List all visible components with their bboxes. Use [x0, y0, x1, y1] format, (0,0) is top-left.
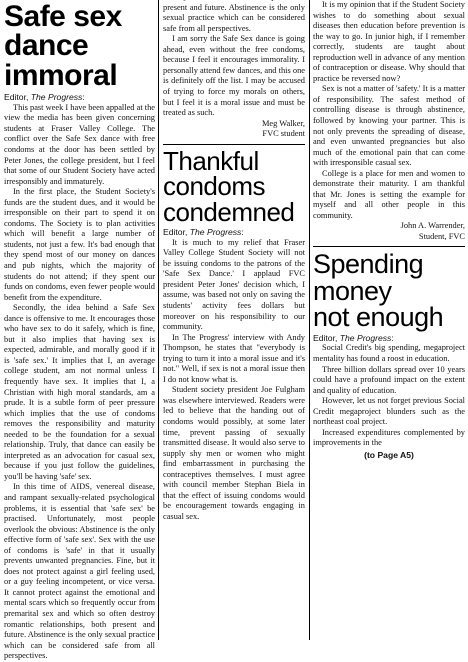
column-2 [163, 0, 305, 638]
headline-line: immoral [4, 58, 118, 92]
letter-intro: Editor, The Progress: [313, 332, 394, 343]
paragraph: In the first place, the Student Society's funds are the student dues, and it would be irresponsible on their part to spend it on condoms. The Society is to plan activities which will benefit a large number of students, not just a few. It's bad enough that they spend most of our money on dances and pub nights, which the majority of students do not attend; if they spent our funds on condoms, even fewer people would benefit from the expenditure. [4, 187, 155, 302]
paragraph: Sex is not a matter of 'safety.' It is a matter of responsibility. The safest method of controlling disease is through abstinence, followed by knowing your partner. This is not only prevents the spreading of disease, and even unwanted pregnancies but also much of the emotional pain that can come with irresponsible casual sex. [313, 84, 465, 168]
letter-intro: Editor, The Progress: [163, 227, 244, 238]
letter-body [313, 343, 465, 448]
signature-title: Student, FVC [418, 231, 465, 241]
paragraph: This past week I have been appalled at the view the media has been given concerning students at Fraser Valley College. The conflict over the Safe Sex dance with free condoms at the door has been settled by Peter Jones, the college president, but I feel that some of our Student Society have acted irresponsibly and immaturely. [4, 102, 155, 186]
paragraph: Three billion dollars spread over 10 years could have a profound impact on the extent and quality of education. [313, 364, 465, 395]
column-rule [158, 0, 159, 640]
letter-body [163, 238, 305, 523]
headline-line: Thankful [163, 145, 259, 176]
publication-name: The Progress [189, 227, 242, 238]
paragraph: I am sorry the Safe Sex dance is going ahead, even without the free condoms, because I feel it encourages immorality. I personally attend few dances, and this one is definitely off the list. I may be accused of trying to force my morals on others, but I feel it is a moral issue and must be treated as such. [163, 34, 305, 118]
paragraph: In this time of AIDS, venereal disease, and rampant sexually-related psychological problems, it is essential that 'safe sex' be practised. Unfortunately, most people overlook the obvious: Abstinence is the only effective form of 'safe sex'. Sex with the use of condoms is 'safe' in that it usually prevents unwanted pregnancies. Fine, but it does not protect against a girl feeling used, or a guy feeling incompetent, or vice versa. It cannot protect against the emotional and mental scars which so frequently occur from premarital sex and which so often destroy romantic relationships, both present and future. Abstinence is the only sexual practice which can be considered safe from all perspectives. [4, 482, 155, 661]
letter-body [4, 103, 155, 662]
column-3 [313, 0, 465, 638]
headline-thankful-condoms-condemned [163, 145, 305, 227]
headline-line: condoms [163, 171, 265, 202]
headline-safe-sex-dance-immoral [4, 2, 155, 90]
paragraph: Social Credit's big spending, megaproject mentality has found a roost in education. [313, 343, 465, 363]
continued-on-page-link[interactable]: (to Page A5) [364, 449, 414, 460]
paragraph: In The Progress' interview with Andy Thompson, he states that "everybody is trying to turn it into a moral issue and it's not." Well, if sex is not a moral issue then I do not know what is. [163, 332, 305, 384]
headline-line: not enough [313, 302, 444, 333]
paragraph: It is my opinion that if the Student Society wishes to do something about sexual diseases then education before prevention is the way to go. In junior high, if I remember correctly, students are taught about reproduction well in advance of any mention of contraception or disease. Why should that practice be reversed now? [313, 0, 465, 83]
headline-line: dance [4, 29, 89, 63]
column-rule [309, 0, 310, 640]
letter-intro: Editor, The Progress: [4, 92, 85, 103]
headline-line: condemned [163, 196, 295, 227]
letter-body-continued [163, 0, 305, 119]
letter-signature [163, 119, 305, 140]
headline-line: Safe sex [4, 0, 122, 33]
article-divider [313, 246, 465, 247]
headline-spending-money-not-enough [313, 249, 465, 333]
column-1 [4, 0, 155, 661]
letter-body-continued [313, 0, 465, 221]
paragraph: Increased expenditures complemented by improvements in the [313, 427, 465, 448]
publication-name: The Progress [339, 332, 392, 343]
article-divider [163, 144, 305, 145]
paragraph: However, let us not forget previous Social Credit megaproject blunders such as the northeast coal project. [313, 396, 465, 427]
signature-name: John A. Warrender, [400, 221, 465, 231]
headline-line: money [313, 275, 392, 306]
paragraph-continued [163, 0, 305, 34]
signature-title: FVC student [262, 129, 305, 139]
headline-line: Spending [313, 249, 424, 280]
publication-name: The Progress [30, 92, 83, 103]
paragraph: It is much to my relief that Fraser Valley College Student Society will not be issuing condoms to the patrons of the 'Safe Sex Dance.' I applaud FVC president Peter Jones' decision which, I assume, was based not only on saving the students' activity fees dollars but moreover on his responsibility to our community. [163, 237, 305, 332]
paragraph: College is a place for men and women to demonstrate their maturity. I am thankful that Mr. Jones is setting the example for myself and all other people in this community. [313, 168, 465, 220]
paragraph: Student society president Joe Fulgham was elsewhere interviewed. Readers were led to believe that the handing out of condoms would possibly, at some later time, prevent passing of sexually transmitted disease. It would also serve to supply shy men or women who might find embarrassment in purchasing the contraceptives themselves. I must agree with council member Stephan Biela in that the effect of issuing condoms would be encouragement towards engaging in casual sex. [163, 385, 305, 521]
signature-name: Meg Walker, [261, 118, 305, 128]
paragraph-continued-text: present and future. Abstinence is the only sexual practice which can be considered safe from all perspectives. [163, 2, 305, 33]
paragraph: Secondly, the idea behind a Safe Sex dance is offensive to me. It encourages those who have sex to do it safely, which is fine, but it also implies that having sex is expected, admirable, and morally good if it is 'safe sex.' It implies that I, an average college student, am not normal unless I frequently have sex. It implies that I, a Christian with high moral standards, am a prude. It is a subtle form of peer pressure which implies that the use of condoms removes the responsibility and maturity needed to be the foundation for a sexual relationship. Truly, that dance can easily be interpreted as an advocation for casual sex, because if you just follow the guidelines, you'll be having 'safe' sex. [4, 303, 155, 481]
letter-signature [313, 221, 465, 242]
